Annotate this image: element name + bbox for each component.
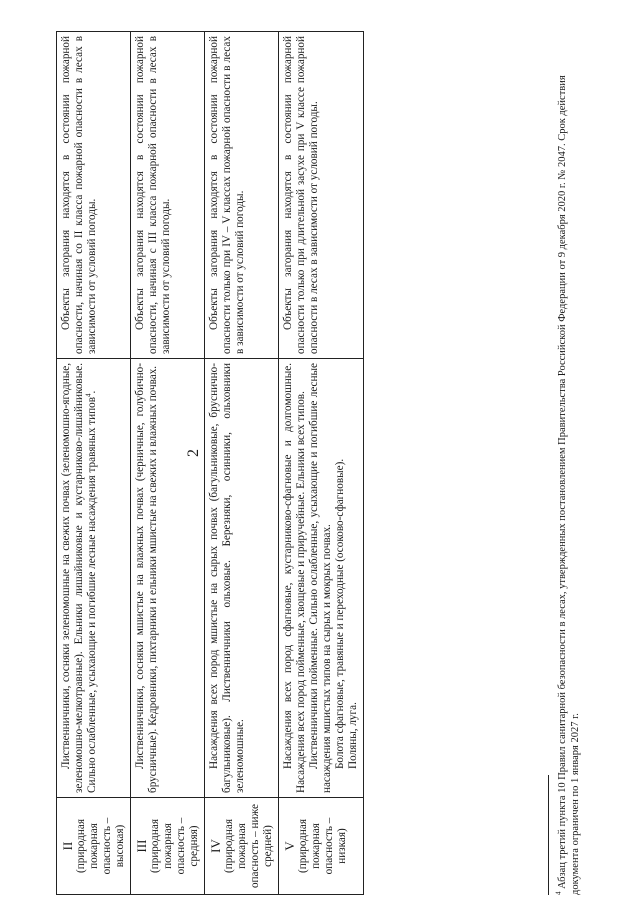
stands-cell	[131, 359, 205, 798]
fire-danger-classes-table	[56, 31, 364, 895]
stands-cell	[57, 359, 131, 798]
class-number: IV	[208, 839, 223, 853]
footnote-divider	[548, 775, 549, 895]
stands-text: Насаждения всех пород мшистые на сырых почвах (багульниковые, бруснично-багульниковые). Лиственничники ольховые. Березняки, осинники, ольховники зеленомошные.	[208, 363, 246, 793]
class-description: (природная пожарная опасность – ниже средней)	[223, 803, 274, 889]
stands-text: Лиственничники, сосняки зеленомошные на свежих почвах (зеленомошно-ягодные, зеленомошно-мелкотравные). Ельники лишайниковые и кустарниково-лишайниковые. Сильно ослабленные, усыхающие и погибшие лесные насаждения травяных типов$^4$.	[60, 363, 98, 793]
class-description: (природная пожарная опасность – высокая)	[75, 817, 126, 875]
table-row	[131, 32, 205, 895]
class-description: (природная пожарная опасность – средняя)	[149, 817, 200, 875]
condition-text: Объекты загорания находятся в состоянии пожарной опасности, начиная со II класса пожарной опасности в лесах в зависимости от условий погоды.	[60, 36, 98, 354]
class-cell	[57, 798, 131, 895]
stands-paragraph: Лиственничники пойменные. Сильно ослабленные, усыхающие и погибшие лесные насаждения мшистых типов на сырых и мокрых почвах.	[308, 363, 333, 793]
condition-cell	[57, 32, 131, 359]
stands-paragraph: Насаждения всех пород сфагновые, кустарниково-сфагновые и долгомошные. Насаждения всех пород пойменные, хвощевые и приручейные. Ельники всех типов.	[282, 363, 307, 793]
footnote	[556, 65, 582, 895]
condition-cell	[279, 32, 364, 359]
footnote-ref: 4	[84, 393, 93, 397]
stands-text: Лиственничники, сосняки мшистые на влажных почвах (черничные, голубично-брусничные). Кедровники, пихтарники и ельники мшистые на свежих и влажных почвах.	[134, 363, 159, 793]
page-number: 2	[185, 449, 202, 457]
condition-cell	[205, 32, 279, 359]
footnote-text: Абзац третий пункта 10 Правил санитарной безопасности в лесах, утвержденных постановлением Правительства Российской Федерации от 9 декабря 2020 г. № 2047. Срок действия документа ограничен по 1 января 2027 г.	[557, 75, 581, 895]
class-cell	[279, 798, 364, 895]
footnote-mark: 4	[554, 891, 563, 895]
stands-paragraph: Поляны, луга.	[347, 702, 359, 769]
condition-text: Объекты загорания находятся в состоянии пожарной опасности, начиная с III класса пожарной опасности в лесах в зависимости от условий погоды.	[134, 36, 172, 354]
table-row	[205, 32, 279, 895]
table-row	[279, 32, 364, 895]
class-number: V	[282, 841, 297, 851]
stands-paragraph: Болота сфагновые, травяные и переходные (осоково-сфагновые).	[334, 458, 346, 769]
class-number: II	[60, 841, 75, 851]
condition-text: Объекты загорания находятся в состоянии пожарной опасности только при IV – V классах пожарной опасности в лесах в зависимости от условий погоды.	[208, 36, 246, 354]
class-cell	[131, 798, 205, 895]
condition-text: Объекты загорания находятся в состоянии пожарной опасности только при длительной засухе при V классе пожарной опасности в лесах в зависимости от условий погоды.	[282, 36, 320, 354]
class-description: (природная пожарная опасность – низкая)	[297, 817, 348, 875]
class-number: III	[134, 839, 149, 853]
condition-cell	[131, 32, 205, 359]
stands-cell	[205, 359, 279, 798]
stands-cell	[279, 359, 364, 798]
class-cell	[205, 798, 279, 895]
table-row	[57, 32, 131, 895]
